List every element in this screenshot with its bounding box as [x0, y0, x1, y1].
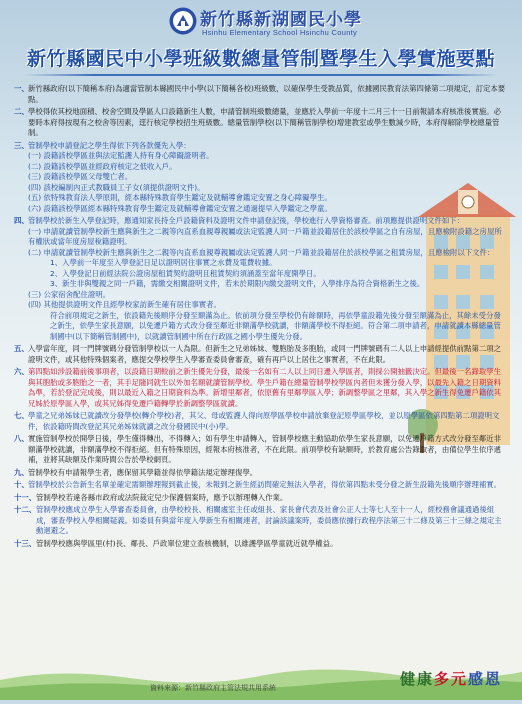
page-header [0, 0, 522, 44]
list-subitem: 1、入學前一年度至入學登記日足以證明居住事實之水費及電費收據。 [50, 258, 277, 267]
title-divider [24, 74, 498, 76]
list-item: (二) 申請就讀管制學校新生應與新生之二親等內直系血親尊親屬或法定監護人同一戶籍並設籍居住於該校學區之租賃房屋，且應檢附以下文件： [28, 247, 495, 257]
list-item: (一) 申請就讀管制學校新生應與新生之二親等內直系血親尊親屬或法定監護人同一戶籍並設籍居住於該校學區之自有房屋，且應檢附設籍之房屋所有權狀或當年度房屋稅籍證明。 [28, 226, 502, 246]
regulation-body [14, 84, 508, 662]
section-text: 入學當年度，同一門牌號碼分發管制學校以一人為限。但新生之兄弟姊妹、雙胞胎及多胞胎，或同一門牌號碼有二人以上申請經提供前點第二項之證明文件，或其他特殊個案者，應提交學校學生入學審查委員會審查，確有再戶以上居住之事實者，不在此限。 [28, 344, 502, 364]
page-title: 新竹縣國民中小學班級數總量管制暨學生入學實施要點 [26, 48, 495, 70]
source-note: 資料來源：新竹縣政府主管法規共用系統 [150, 684, 276, 692]
section-2 [14, 107, 508, 139]
list-item: (四) 該校編制內正式教職員工子女(須提供證明文件)。 [28, 182, 205, 192]
school-name-english: Hsinhu Elementary School Hsinchu County [202, 28, 358, 37]
section-number: 六、 [14, 367, 29, 376]
list-item: (三) 設籍該校學區父母雙亡者。 [28, 172, 133, 181]
section-11 [14, 493, 508, 504]
school-logo [168, 6, 198, 36]
school-name: 新竹縣新湖國民小學 [200, 10, 362, 30]
list-item: (一) 設籍該校學區並與法定監護人持有身心障礙證明者。 [28, 151, 214, 160]
section-6 [14, 367, 508, 409]
section-8 [14, 434, 508, 466]
section-text: 管制學校申請登記之學生得依下列各款優先入學： [28, 140, 191, 150]
section-13 [14, 539, 508, 550]
section-text: 管制學校若違各縣市政府或法院裁定兒少保護個案時，應予以辦理轉入作業。 [36, 492, 288, 502]
slogan-health: 健康 [400, 670, 435, 688]
list-item: (五) 依特殊教育法人學原則，經本縣特殊教育學生鑑定及就輔導會鑑定安置之身心障礙學生。 [28, 193, 332, 202]
section-number: 七、 [14, 411, 29, 420]
section-text: 管制學校應成立學生入學審查委員會，由學校校長、相關處室主任或組長、家長會代表及社會公正人士等七人至十一人，經校務會議通過後組成，審查學校入學相關疑義。如委員有與當年度入學新生有相關連者，討論該議案時，委員應依據行政程序法第三十二條及第三十三條之規定主動迴避之。 [36, 505, 502, 535]
section-number: 十、 [14, 480, 29, 489]
section-number: 五、 [14, 344, 29, 353]
section-text: 管制學校於公告新生名單並確定需額辦理報到截止後，未報到之新生經訪問確定無法入學者，得依第四點未受分發之新生設籍先後順序辦理補實。 [28, 480, 502, 489]
section-text: 第四點如涉設籍前後事項者，以設籍日期較前之新生優先分發，最後一名如有二人以上同日遷入學區者，則採公開抽籤決定。但最後一名錄取學生與其胞胎或多胞胎之一者，其手足隨同就生以外加名額就讀管制學校。學生戶籍在總量管制學校學區內者但未獲分發入學，以最先入籍之日期資料為準，若於登記完成後，則以最近入籍之日期資料為準。新增里鄰者，依原舊有里鄰學區入學；新調整學區之里鄰，其入學之新生得免遷戶籍依其兄姊於原學區入學，或其兄姊得免遷戶籍轉學於新調整學區就讀。 [28, 367, 502, 408]
section-number: 十一、 [14, 492, 37, 502]
section-number: 十二、 [14, 505, 37, 514]
section-number: 二、 [14, 107, 29, 116]
list-subitem: 3、新生非與雙親之同一戶籍，需繳交相關證明文件，若未於期限內繳交證明文件，入學排序為符合資格新生之後。 [50, 279, 425, 288]
section-5 [14, 344, 508, 365]
section-text: 新竹縣政府(以下簡稱本府)為適當管制本縣國民中小學(以下簡稱各校)班級數，以確保學生受教品質，依據國民教育法第四條第二項規定，訂定本要點。 [28, 84, 506, 104]
section-10 [14, 480, 508, 491]
school-slogan [400, 668, 502, 689]
section-1 [14, 84, 508, 105]
list-item: (四) 其他提供證明文件且經學校家訪新生確有居住事實者。 [28, 300, 221, 309]
section-number: 一、 [14, 84, 29, 93]
section-3 [14, 141, 508, 215]
section-text: 學童之兄弟姊妹已就讀改分發學校(轉介學校)者，其父、母或監護人得向原學區學校申請放棄登記原學區學校，並以原學區依第四點第二項證明文件，依設籍時間改登記其兄弟姊妹就讀之改分發國民中(小)學。 [28, 411, 500, 431]
slogan-gratitude: 感恩 [468, 670, 503, 688]
section-number: 四、 [14, 216, 29, 225]
section-9 [14, 468, 508, 479]
section-text: 管制學校應與學區里(村)長、鄰長、戶政單位建立查核機制，以維護學區學童就近就學權益。 [36, 538, 338, 548]
section-number: 八、 [14, 434, 29, 443]
list-item: (二) 設籍該校學區並經政府核定之低收入戶。 [28, 161, 177, 171]
section-text: 學校得依其校地面積、校舍空間及學區人口設籍新生人數，申請管制班級數總量，並應於入學前一年度十二月三十一日前報請本府核准後實施。必要時本府得按現有之校舍等因素，逕行核定學校招生班級數。總量管制學校(以下簡稱管制學校)增建教室或學生數減少時，本府得解除學校總量管制。 [28, 107, 502, 137]
slogan-diversity: 多元 [434, 670, 469, 688]
section-text: 管制學校於新生入學登記時，應通知家長持全戶設籍資料及證明文件申請登記後，學校進行入學資格審查。前項應提供證明文件如下： [28, 216, 465, 225]
section-4 [14, 216, 508, 342]
section-tail-text: 符合前項規定之新生，依設籍先後順序分發至額滿為止。依前項分發至學校仍有餘額時，再依學童設籍先後分發至額滿為止，其餘未受分發之新生，依學生家長意願，以免遷戶籍方式改分發至鄰近非額滿學校就讀，非額滿學校不得拒絕。符合第二項申請者，申請就讀本縣總量管制國中(以下簡稱管制國中)，以就讀管制國中所在行政區之國小學生優先分發。 [50, 310, 501, 341]
list-item: (三) 公家宿舍配住證明。 [28, 289, 111, 299]
section-12 [14, 505, 508, 537]
section-7 [14, 411, 508, 432]
list-item: (六) 設籍該校學區經本縣特殊教育學生鑑定及就輔導會鑑定安置之通過提早入學鑑定之學童。 [28, 203, 332, 213]
section-number: 三、 [14, 140, 29, 150]
section-number: 十三、 [14, 538, 37, 548]
section-number: 九、 [14, 467, 29, 477]
section-text: 管制學校有申請報學生者，應保留其學籍並得依學籍法規定辦理復學。 [28, 467, 258, 477]
section-text: 實施管制學校於開學日後，學生僅得轉出，不得轉入；如有學生申請轉入，管制學校應主動協助依學生家長意願，以免遷戶籍方式改分發至鄰近非額滿學校就讀，非額滿學校不得拒絕。但有特殊原因，經報本府核准者，不在此限。前項學校有缺額時，於教育處公告錄取者，由備位學生依序遞補，並將其缺額及作業時間公告於學校網頁。 [28, 434, 502, 464]
list-subitem: 2、入學登記日前經法院公證房屋租賃契約證明且租賃契約須涵蓋至當年度開學日。 [50, 268, 321, 278]
